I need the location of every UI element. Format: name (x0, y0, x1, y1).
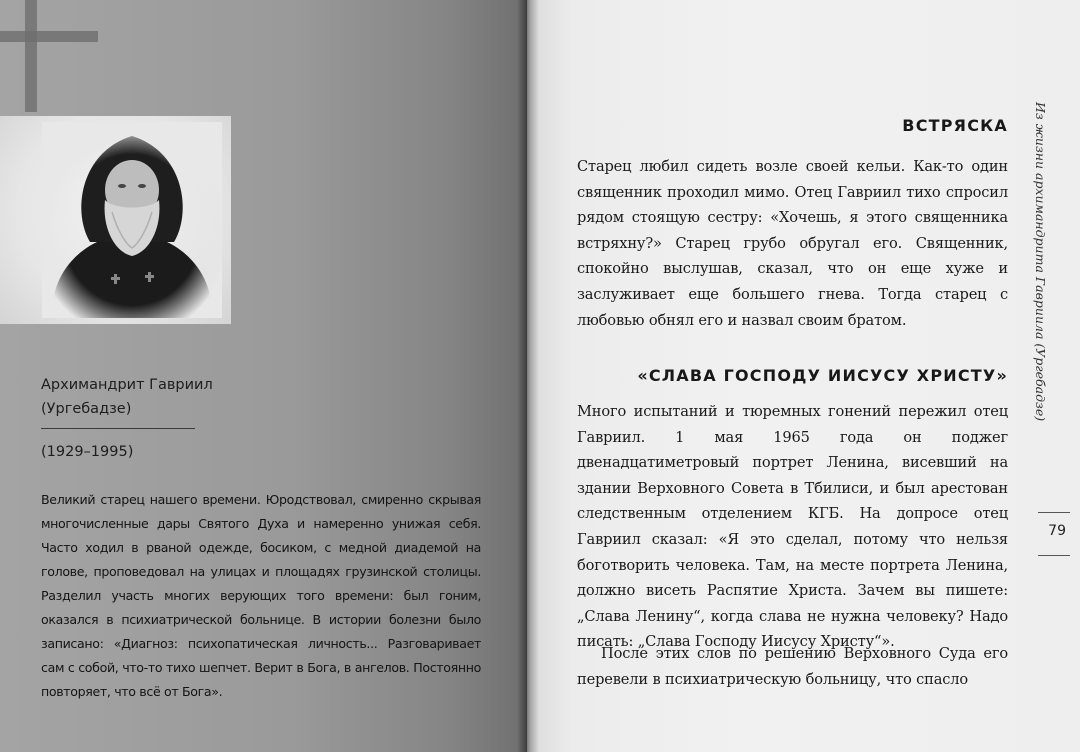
section-text-vstryaska: Старец любил сидеть возле своей кельи. Как-то один священник проходил мимо. Отец Гавриил тихо спросил рядом стоящую сестру: «Хочешь, я этого священника встряхну?» Старец грубо обругал его. Священник, спокойно выслушав, сказал, что он еще хуже и заслуживает еще большего гнева. Тогда старец с любовью обнял его и назвал своим братом. (577, 158, 1008, 329)
page-number: 79 (1048, 523, 1066, 539)
cross-decoration-vertical (25, 0, 37, 112)
page-number-rule-top (1038, 512, 1070, 513)
section-title-vstryaska: ВСТРЯСКА (902, 116, 1008, 135)
cross-decoration-horizontal (0, 31, 98, 42)
left-page (0, 0, 527, 752)
section-text-slava-continued: После этих слов по решению Верховного Суда его перевели в психиатрическую больницу, что спасло (577, 645, 1008, 688)
section-title-slava: «СЛАВА ГОСПОДУ ИИСУСУ ХРИСТУ» (637, 366, 1008, 385)
running-head: Из жизни архимандрита Гавриила (Ургебадзе) (1033, 102, 1048, 422)
caption-name: Архимандрит Гавриил (41, 377, 213, 393)
page-number-rule-bottom (1038, 555, 1070, 556)
elder-portrait-image (42, 122, 222, 318)
caption-divider (41, 428, 195, 429)
biography-text: Великий старец нашего времени. Юродствовал, смиренно скрывая многочисленные дары Святого Духа и намеренно унижая себя. Часто ходил в рваной одежде, босиком, с медной диадемой на голове, проповедовал на улицах и площадях грузинской столицы. Разделил участь многих верующих того времени: был гоним, оказался в психиатрической больнице. В истории болезни было записано: «Диагноз: психопатическая личность... Разговаривает сам с собой, что-то тихо шепчет. Верит в Бога, в ангелов. Постоянно повторяет, что всё от Бога». (41, 492, 481, 699)
life-dates: (1929–1995) (41, 444, 134, 460)
caption-surname: (Ургебадзе) (41, 401, 132, 417)
portrait-caption (41, 373, 241, 421)
portrait-photo (0, 116, 231, 324)
section-text-slava: Много испытаний и тюремных гонений пережил отец Гавриил. 1 мая 1965 года он поджег двенадцатиметровый портрет Ленина, висевший на здании Верховного Совета в Тбилиси, и был арестован следственным отделением КГБ. На допросе отец Гавриил сказал: «Я это сделал, потому что нельзя боготворить человека. Там, на месте портрета Ленина, должно висеть Распятие Христа. Зачем вы пишете: „Слава Ленину“, когда слава не нужна человеку? Надо писать: „Слава Господу Иисусу Христу“». (577, 403, 1008, 651)
